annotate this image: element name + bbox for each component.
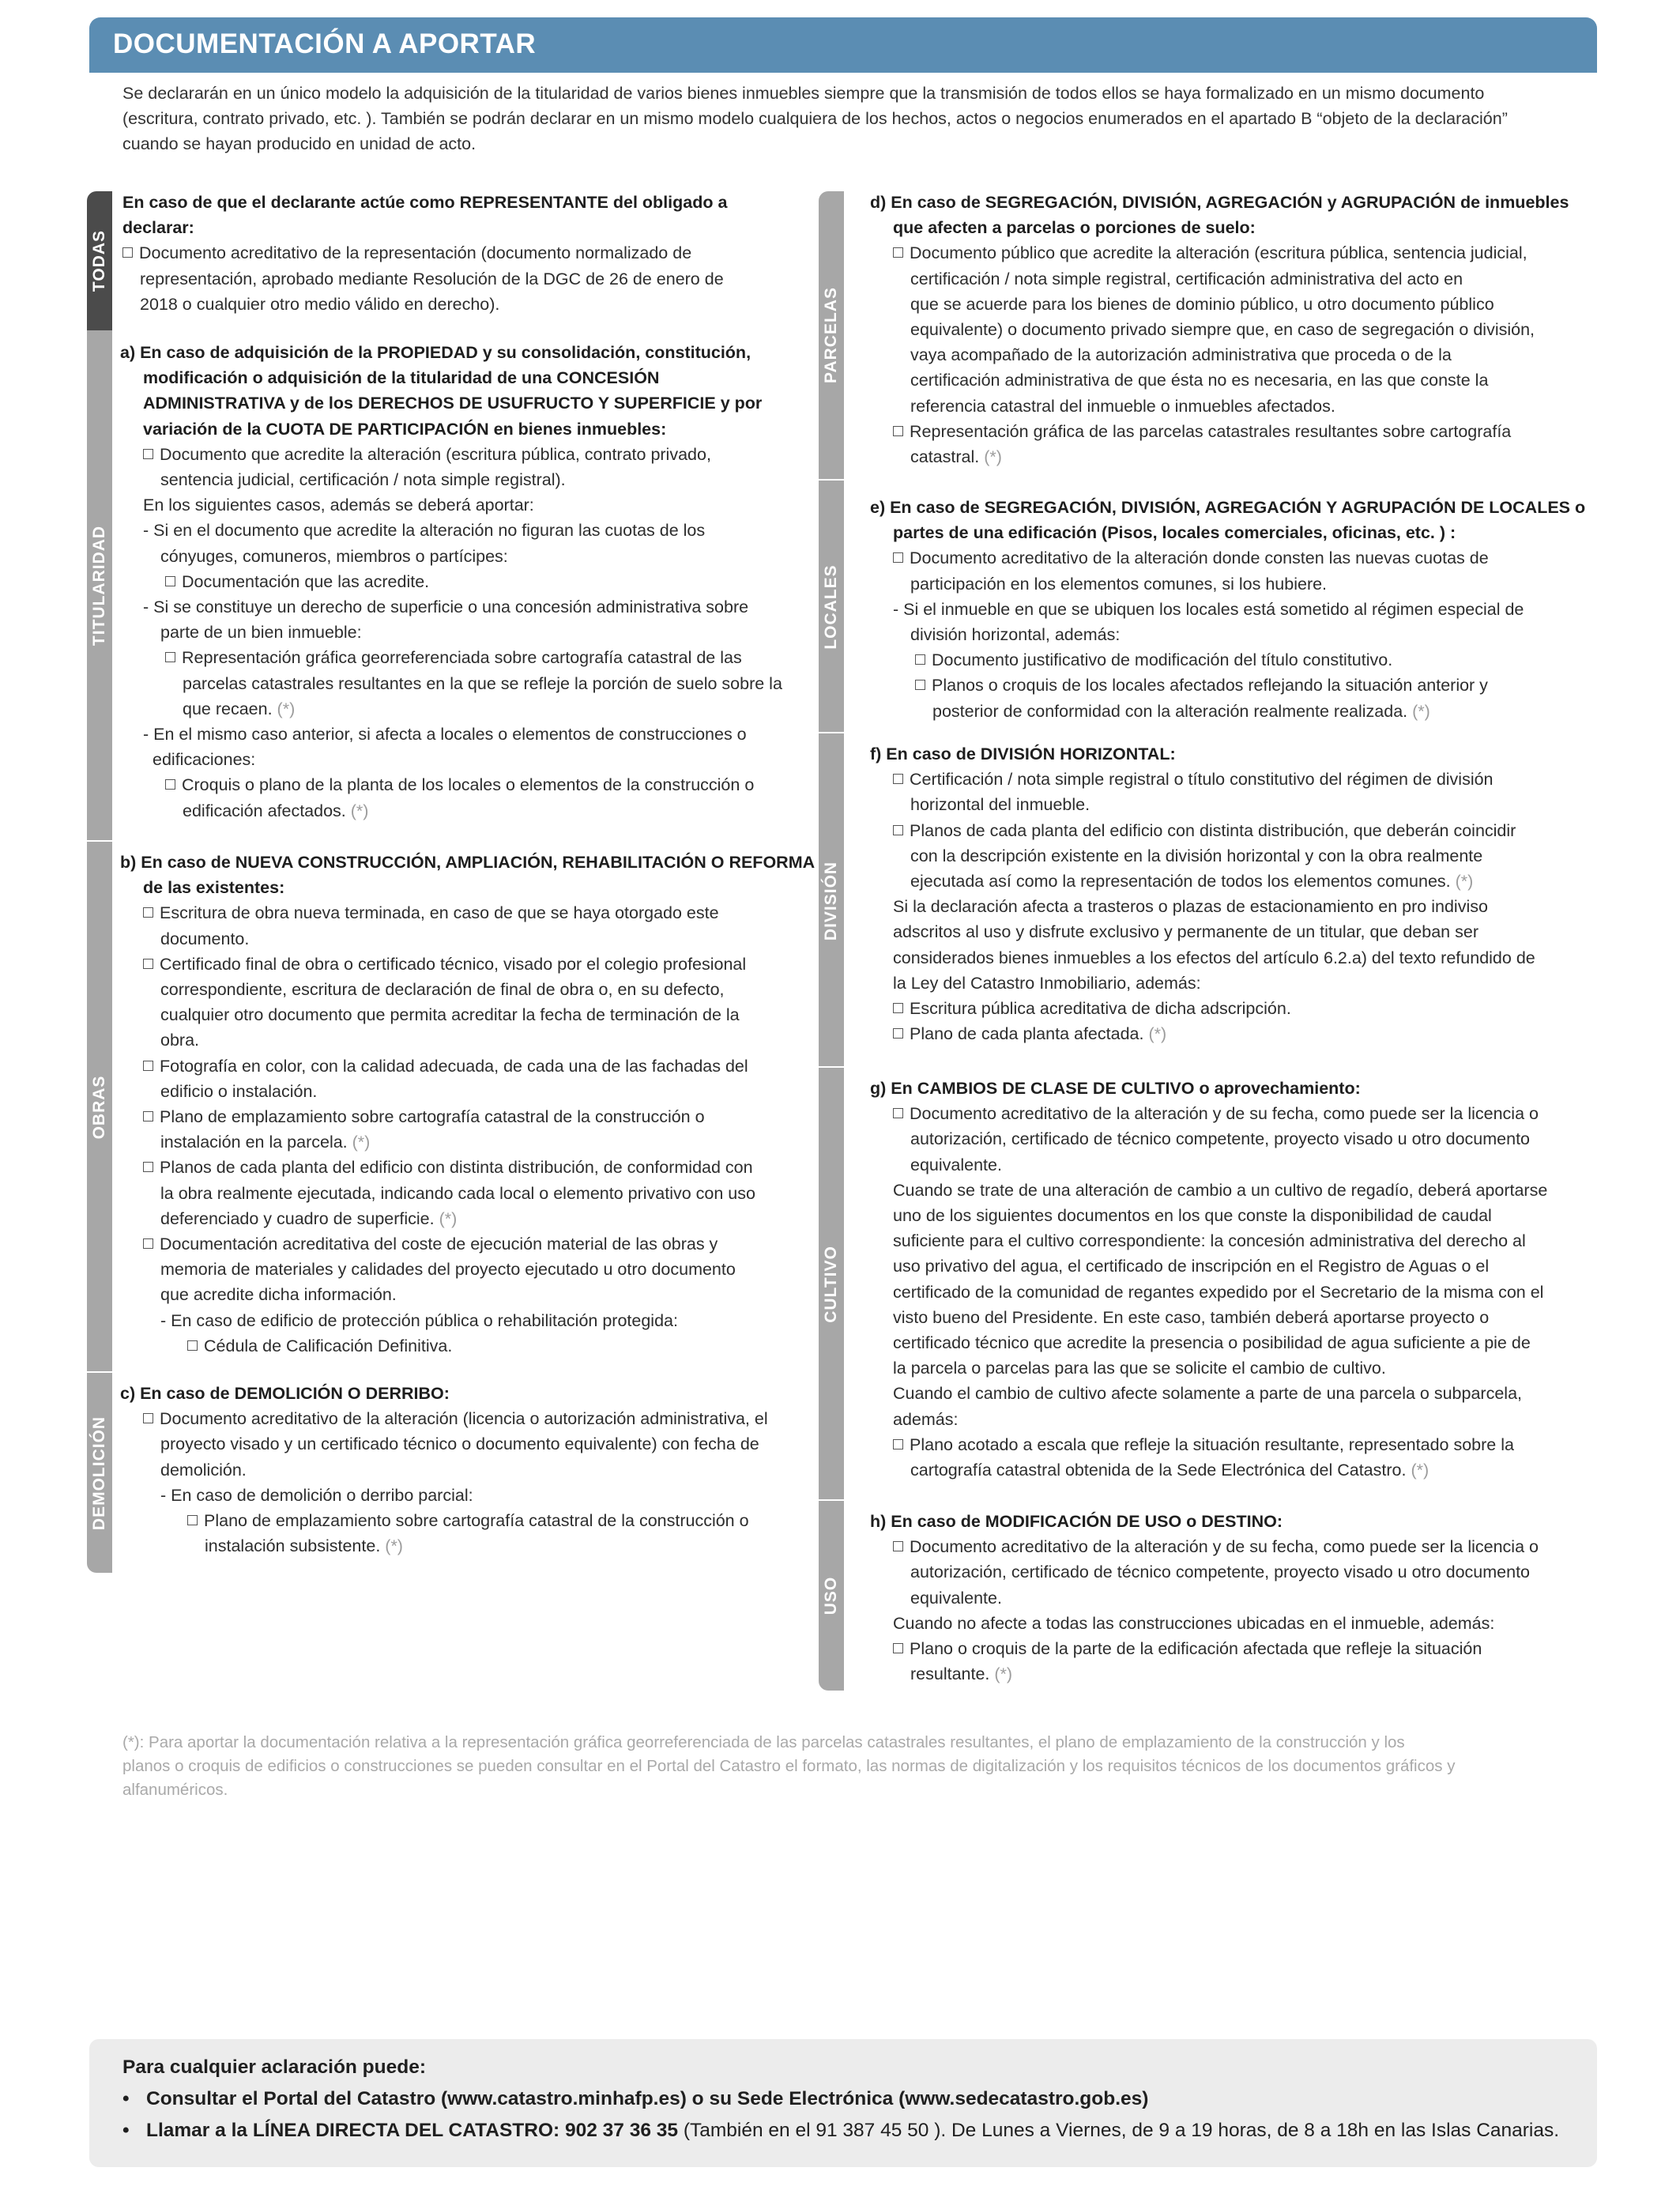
item-text: - En caso de edificio de protección pública o rehabilitación protegida:: [160, 1310, 678, 1330]
tab-label: DEMOLICIÓN: [90, 1416, 108, 1530]
item-text: obra.: [160, 1031, 200, 1050]
item-text: Documento que acredite la alteración (escritura pública, contrato privado,: [160, 444, 711, 464]
item-text: la Ley del Catastro Inmobiliario, además:: [893, 973, 1201, 993]
item-text: Plano de emplazamiento sobre cartografía catastral de la construcción o: [204, 1511, 749, 1531]
item-text: edificación afectados.: [183, 801, 346, 820]
item-text: - Si se constituye un derecho de superficie o una concesión administrativa sobre: [143, 598, 749, 617]
item-text: Documento acreditativo de la alteración y de su fecha, como puede ser la licencia o: [910, 1537, 1539, 1557]
section-todas: [87, 190, 818, 330]
item-text: sentencia judicial, certificación / nota simple registral).: [160, 470, 566, 490]
heading-line: ADMINISTRATIVA y de los DERECHOS DE USUFRUCTO Y SUPERFICIE y por: [143, 394, 763, 413]
item-text: Documento acreditativo de la representación (documento normalizado de: [139, 243, 692, 263]
item-text: considerados bienes inmuebles a los efectos del artículo 6.2.a) del texto refundido de: [893, 948, 1535, 967]
contact-item: [122, 2088, 1148, 2110]
heading-line: a) En caso de adquisición de la PROPIEDAD y su consolidación, constitución,: [120, 343, 751, 362]
footnote-line: (*): Para aportar la documentación relativa a la representación gráfica georreferenciada de las parcelas catastrales resultantes, el plano de emplazamiento de la construcción y los: [122, 1733, 1405, 1751]
item-text: deferenciado y cuadro de superficie.: [160, 1208, 435, 1228]
item-text: equivalente.: [910, 1155, 1002, 1174]
heading-line: En caso de que el declarante actúe como REPRESENTANTE del obligado a: [122, 193, 728, 212]
item-text: cualquier otro documento que permita acreditar la fecha de terminación de la: [160, 1005, 740, 1025]
checkbox-icon: [893, 1439, 903, 1449]
item-text: autorización, certificado de técnico competente, proyecto visado u otro documento: [910, 1563, 1531, 1582]
item-text: uno de los siguientes documentos en los que conste la disponibilidad de caudal: [893, 1206, 1492, 1226]
checkbox-icon: [893, 1643, 903, 1653]
checkbox-icon: [893, 426, 903, 436]
tab-parcelas: [819, 191, 844, 479]
item-text: certificado de la comunidad de regantes expedido por el Secretario de la misma con el: [893, 1282, 1544, 1302]
asterisk-note: (*): [994, 1664, 1013, 1684]
contact-hours-text: (También en el 91 387 45 50 ). De Lunes a Viernes, de 9 a 19 horas, de 8 a 18h en las Islas Canarias.: [678, 2120, 1560, 2141]
tab-cultivo: [819, 1066, 844, 1501]
footnote-line: planos o croquis de edificios o construcciones se pueden consultar en el Portal del Catastro el formato, las normas de digitalización y los requisitos técnicos de los documentos gráficos y: [122, 1757, 1456, 1775]
item-text: Documentación que las acredite.: [182, 571, 430, 591]
item-text: demolición.: [160, 1460, 247, 1480]
tab-locales: [819, 479, 844, 733]
item-text: Cuando se trate de una alteración de cambio a un cultivo de regadío, deberá aportarse: [893, 1180, 1548, 1200]
asterisk-note: (*): [277, 699, 296, 718]
item-text: 2018 o cualquier otro medio válido en derecho).: [140, 294, 500, 314]
asterisk-note: (*): [984, 447, 1002, 467]
asterisk-note: (*): [350, 801, 369, 820]
heading-line: variación de la CUOTA DE PARTICIPACIÓN en bienes inmuebles:: [143, 419, 667, 439]
item-text: Documento acreditativo de la alteración donde consten las nuevas cuotas de: [910, 548, 1489, 568]
section-titularidad: [87, 330, 818, 840]
item-text: Planos de cada planta del edificio con distinta distribución, que deberán coincidir: [910, 820, 1516, 840]
heading-line: declarar:: [122, 218, 194, 238]
right-column: [819, 190, 1601, 1689]
item-text: Documento justificativo de modificación del título constitutivo.: [932, 650, 1393, 670]
section-content: [870, 495, 1601, 724]
tab-label: PARCELAS: [822, 287, 840, 383]
item-text: Documentación acreditativa del coste de ejecución material de las obras y: [160, 1235, 718, 1254]
item-text: Documento acreditativo de la alteración (licencia o autorización administrativa, el: [160, 1409, 768, 1429]
checkbox-icon: [893, 1003, 903, 1013]
checkbox-icon: [143, 1413, 153, 1423]
tab-obras: [87, 840, 112, 1373]
heading-line: h) En caso de MODIFICACIÓN DE USO o DESTINO:: [870, 1512, 1283, 1531]
tab-todas: [87, 191, 112, 330]
heading-line: que afecten a parcelas o porciones de suelo:: [893, 218, 1256, 238]
contact-box: [89, 2039, 1597, 2167]
intro-paragraph: [122, 81, 1584, 156]
item-text: catastral.: [910, 447, 980, 467]
item-text: En los siguientes casos, además se deberá aportar:: [143, 496, 534, 515]
checkbox-icon: [915, 680, 925, 690]
item-text: documento.: [160, 929, 250, 948]
section-obras: [87, 840, 818, 1371]
item-text: Si la declaración afecta a trasteros o plazas de estacionamiento en pro indiviso: [893, 897, 1488, 917]
section-content: [870, 1076, 1601, 1483]
contact-phone-text[interactable]: Llamar a la LÍNEA DIRECTA DEL CATASTRO: 902 37 36 35: [146, 2120, 679, 2141]
item-text: equivalente) o documento privado siempre que, en caso de segregación o división,: [910, 320, 1535, 340]
heading-line: f) En caso de DIVISIÓN HORIZONTAL:: [870, 745, 1176, 763]
item-text: Cuando no afecte a todas las construcciones ubicadas en el inmueble, además:: [893, 1613, 1495, 1633]
item-text: edificio o instalación.: [160, 1081, 318, 1101]
tab-label: USO: [822, 1576, 840, 1615]
item-text: Certificación / nota simple registral o título constitutivo del régimen de división: [910, 770, 1494, 790]
item-text: Plano de emplazamiento sobre cartografía catastral de la construcción o: [160, 1107, 705, 1127]
item-text: vaya acompañado de la autorización administrativa que proceda o de la: [910, 345, 1452, 365]
asterisk-note: (*): [385, 1536, 403, 1556]
checkbox-icon: [165, 652, 175, 662]
checkbox-icon: [893, 1541, 903, 1551]
checkbox-icon: [893, 825, 903, 835]
item-text: Certificado final de obra o certificado técnico, visado por el colegio profesional: [160, 954, 747, 974]
item-text: que se acuerde para los bienes de dominio público, u otro documento público: [910, 294, 1494, 314]
contact-portal-text[interactable]: Consultar el Portal del Catastro (www.catastro.minhafp.es) o su Sede Electrónica (www.sedecatastro.gob.es): [146, 2088, 1149, 2109]
section-content: [120, 340, 818, 824]
tab-uso: [819, 1499, 844, 1691]
checkbox-icon: [893, 774, 903, 784]
item-text: autorización, certificado de técnico competente, proyecto visado u otro documento: [910, 1129, 1531, 1149]
contact-item: [122, 2120, 1559, 2142]
tab-division: [819, 732, 844, 1068]
section-header: [89, 17, 1597, 73]
item-text: además:: [893, 1409, 959, 1429]
item-text: - Si en el documento que acredite la alteración no figuran las cuotas de los: [143, 521, 706, 541]
bullet-icon: •: [122, 2088, 130, 2109]
tab-label: TITULARIDAD: [90, 525, 108, 646]
heading-line: b) En caso de NUEVA CONSTRUCCIÓN, AMPLIACIÓN, REHABILITACIÓN O REFORMA: [120, 853, 816, 872]
heading-line: de las existentes:: [143, 878, 285, 898]
item-text: que acredite dicha información.: [160, 1285, 397, 1305]
item-text: Planos de cada planta del edificio con distinta distribución, de conformidad con: [160, 1158, 753, 1178]
section-title: DOCUMENTACIÓN A APORTAR: [113, 28, 537, 59]
section-content: [122, 190, 818, 317]
item-text: Representación gráfica georreferenciada sobre cartografía catastral de las: [182, 648, 742, 668]
item-text: participación en los elementos comunes, si los hubiere.: [910, 574, 1328, 594]
checkbox-icon: [143, 1238, 153, 1249]
checkbox-icon: [143, 1061, 153, 1071]
item-text: Plano o croquis de la parte de la edificación afectada que refleje la situación: [910, 1639, 1482, 1659]
heading-line: modificación o adquisición de la titularidad de una CONCESIÓN: [143, 368, 660, 388]
item-text: representación, aprobado mediante Resolución de la DGC de 26 de enero de: [140, 269, 724, 288]
tab-label: OBRAS: [90, 1075, 108, 1140]
checkbox-icon: [143, 449, 153, 459]
item-text: - Si el inmueble en que se ubiquen los locales está sometido al régimen especial de: [893, 599, 1524, 619]
tab-label: DIVISIÓN: [822, 861, 840, 941]
checkbox-icon: [143, 1162, 153, 1172]
item-text: Cédula de Calificación Definitiva.: [204, 1336, 453, 1355]
item-text: cartografía catastral obtenida de la Sede Electrónica del Catastro.: [910, 1461, 1407, 1480]
item-text: certificado técnico que acredite la presencia o posibilidad de agua suficiente a pie de: [893, 1333, 1531, 1353]
item-text: edificaciones:: [153, 750, 256, 770]
item-text: Escritura pública acreditativa de dicha adscripción.: [910, 999, 1291, 1019]
item-text: parte de un bien inmueble:: [160, 623, 362, 643]
item-text: Escritura de obra nueva terminada, en caso de que se haya otorgado este: [160, 903, 719, 923]
checkbox-icon: [187, 1340, 198, 1351]
item-text: Plano de cada planta afectada.: [910, 1024, 1144, 1044]
item-text: parcelas catastrales resultantes en la que se refleje la porción de suelo sobre la: [183, 673, 782, 693]
checkbox-icon: [893, 1108, 903, 1118]
heading-line: g) En CAMBIOS DE CLASE DE CULTIVO o aprovechamiento:: [870, 1079, 1361, 1098]
intro-line: Se declararán en un único modelo la adquisición de la titularidad de varios bienes inmuebles siempre que la transmisión de todos ellos se haya formalizado en un mismo documento: [122, 84, 1485, 103]
asterisk-note: (*): [1455, 872, 1474, 892]
section-content: [120, 1381, 818, 1559]
intro-line: (escritura, contrato privado, etc. ). También se podrán declarar en un mismo modelo cualquiera de los hechos, actos o negocios enumerados en el apartado B “objeto de la declaración”: [122, 109, 1508, 128]
item-text: la obra realmente ejecutada, indicando cada local o elemento privativo con uso: [160, 1183, 755, 1203]
item-text: correspondiente, escritura de declaración de final de obra o, en su defecto,: [160, 980, 725, 1000]
section-content: [120, 850, 818, 1359]
section-uso: [819, 1499, 1601, 1689]
checkbox-icon: [143, 907, 153, 918]
item-text: ejecutada así como la representación de todos los elementos comunes.: [910, 872, 1451, 892]
section-demolicion: [87, 1371, 818, 1571]
item-text: Planos o croquis de los locales afectados reflejando la situación anterior y: [932, 676, 1488, 696]
checkbox-icon: [915, 654, 925, 665]
section-content: [870, 741, 1601, 1046]
item-text: referencia catastral del inmueble o inmuebles afectados.: [910, 396, 1335, 416]
item-text: posterior de conformidad con la alteración realmente realizada.: [932, 701, 1408, 721]
item-text: cónyuges, comuneros, miembros o partícipes:: [160, 546, 508, 566]
checkbox-icon: [165, 576, 175, 586]
heading-line: c) En caso de DEMOLICIÓN O DERRIBO:: [120, 1384, 450, 1403]
item-text: certificación / nota simple registral, certificación administrativa del acto en: [910, 269, 1463, 288]
checkbox-icon: [893, 552, 903, 563]
section-division: [819, 732, 1601, 1066]
footnote-line: alfanuméricos.: [122, 1781, 228, 1799]
item-text: uso privativo del agua, el certificado de inscripción en el Registro de Aguas o el: [893, 1257, 1490, 1276]
asterisk-note: (*): [439, 1208, 458, 1228]
item-text: certificación administrativa de que ésta no es necesaria, en las que conste la: [910, 371, 1489, 390]
tab-label: LOCALES: [822, 564, 840, 650]
item-text: adscritos al uso y disfrute exclusivo y permanente de un titular, que deban ser: [893, 922, 1478, 942]
item-text: horizontal del inmueble.: [910, 795, 1090, 815]
section-locales: [819, 479, 1601, 732]
asterisk-note: (*): [1148, 1024, 1167, 1044]
tab-label: CULTIVO: [822, 1246, 840, 1323]
checkbox-icon: [143, 959, 153, 969]
heading-line: e) En caso de SEGREGACIÓN, DIVISIÓN, AGREGACIÓN Y AGRUPACIÓN DE LOCALES o: [870, 498, 1586, 517]
section-cultivo: [819, 1066, 1601, 1499]
item-text: equivalente.: [910, 1588, 1002, 1608]
item-text: instalación subsistente.: [205, 1536, 381, 1556]
item-text: visto bueno del Presidente. En este caso, también deberá aportarse proyecto o: [893, 1307, 1490, 1327]
item-text: instalación en la parcela.: [160, 1133, 348, 1152]
intro-line: cuando se hayan producido en unidad de acto.: [122, 134, 477, 153]
footnote: [122, 1731, 1592, 1802]
checkbox-icon: [165, 779, 175, 790]
section-content: [870, 190, 1601, 469]
item-text: Documento público que acredite la alteración (escritura pública, sentencia judicial,: [910, 243, 1527, 263]
item-text: la parcela o parcelas para las que se solicite el cambio de cultivo.: [893, 1359, 1386, 1378]
item-text: memoria de materiales y calidades del proyecto ejecutado u otro documento: [160, 1260, 736, 1280]
item-text: - En el mismo caso anterior, si afecta a locales o elementos de construcciones o: [143, 725, 747, 745]
checkbox-icon: [122, 247, 133, 258]
section-parcelas: [819, 190, 1601, 479]
item-text: Representación gráfica de las parcelas catastrales resultantes sobre cartografía: [910, 421, 1512, 441]
item-text: con la descripción existente en la división horizontal y con la obra realmente: [910, 846, 1483, 865]
item-text: Plano acotado a escala que refleje la situación resultante, representado sobre la: [910, 1434, 1514, 1454]
contact-title: Para cualquier aclaración puede:: [122, 2056, 426, 2078]
item-text: Fotografía en color, con la calidad adecuada, de cada una de las fachadas del: [160, 1056, 748, 1076]
item-text: división horizontal, además:: [910, 625, 1121, 645]
item-text: suficiente para el cultivo correspondiente: la concesión administrativa del derecho al: [893, 1231, 1526, 1251]
tab-titularidad: [87, 330, 112, 840]
item-text: proyecto visado y un certificado técnico o documento equivalente) con fecha de: [160, 1434, 759, 1454]
asterisk-note: (*): [1412, 701, 1430, 721]
item-text: resultante.: [910, 1664, 990, 1684]
item-text: que recaen.: [183, 699, 273, 718]
item-text: Cuando el cambio de cultivo afecte solamente a parte de una parcela o subparcela,: [893, 1384, 1523, 1404]
heading-line: d) En caso de SEGREGACIÓN, DIVISIÓN, AGREGACIÓN y AGRUPACIÓN de inmuebles: [870, 193, 1569, 212]
heading-line: partes de una edificación (Pisos, locales comerciales, oficinas, etc. ) :: [893, 523, 1456, 543]
asterisk-note: (*): [1411, 1461, 1430, 1480]
left-column: [87, 190, 818, 1571]
asterisk-note: (*): [352, 1133, 371, 1152]
checkbox-icon: [893, 1028, 903, 1039]
checkbox-icon: [187, 1515, 198, 1525]
tab-demolicion: [87, 1371, 112, 1573]
section-content: [870, 1509, 1601, 1687]
item-text: Croquis o plano de la planta de los locales o elementos de la construcción o: [182, 775, 755, 795]
item-text: - En caso de demolición o derribo parcial:: [160, 1485, 473, 1505]
bullet-icon: •: [122, 2120, 130, 2141]
checkbox-icon: [893, 247, 903, 258]
item-text: Documento acreditativo de la alteración y de su fecha, como puede ser la licencia o: [910, 1104, 1539, 1124]
tab-label: TODAS: [90, 229, 108, 292]
checkbox-icon: [143, 1111, 153, 1122]
